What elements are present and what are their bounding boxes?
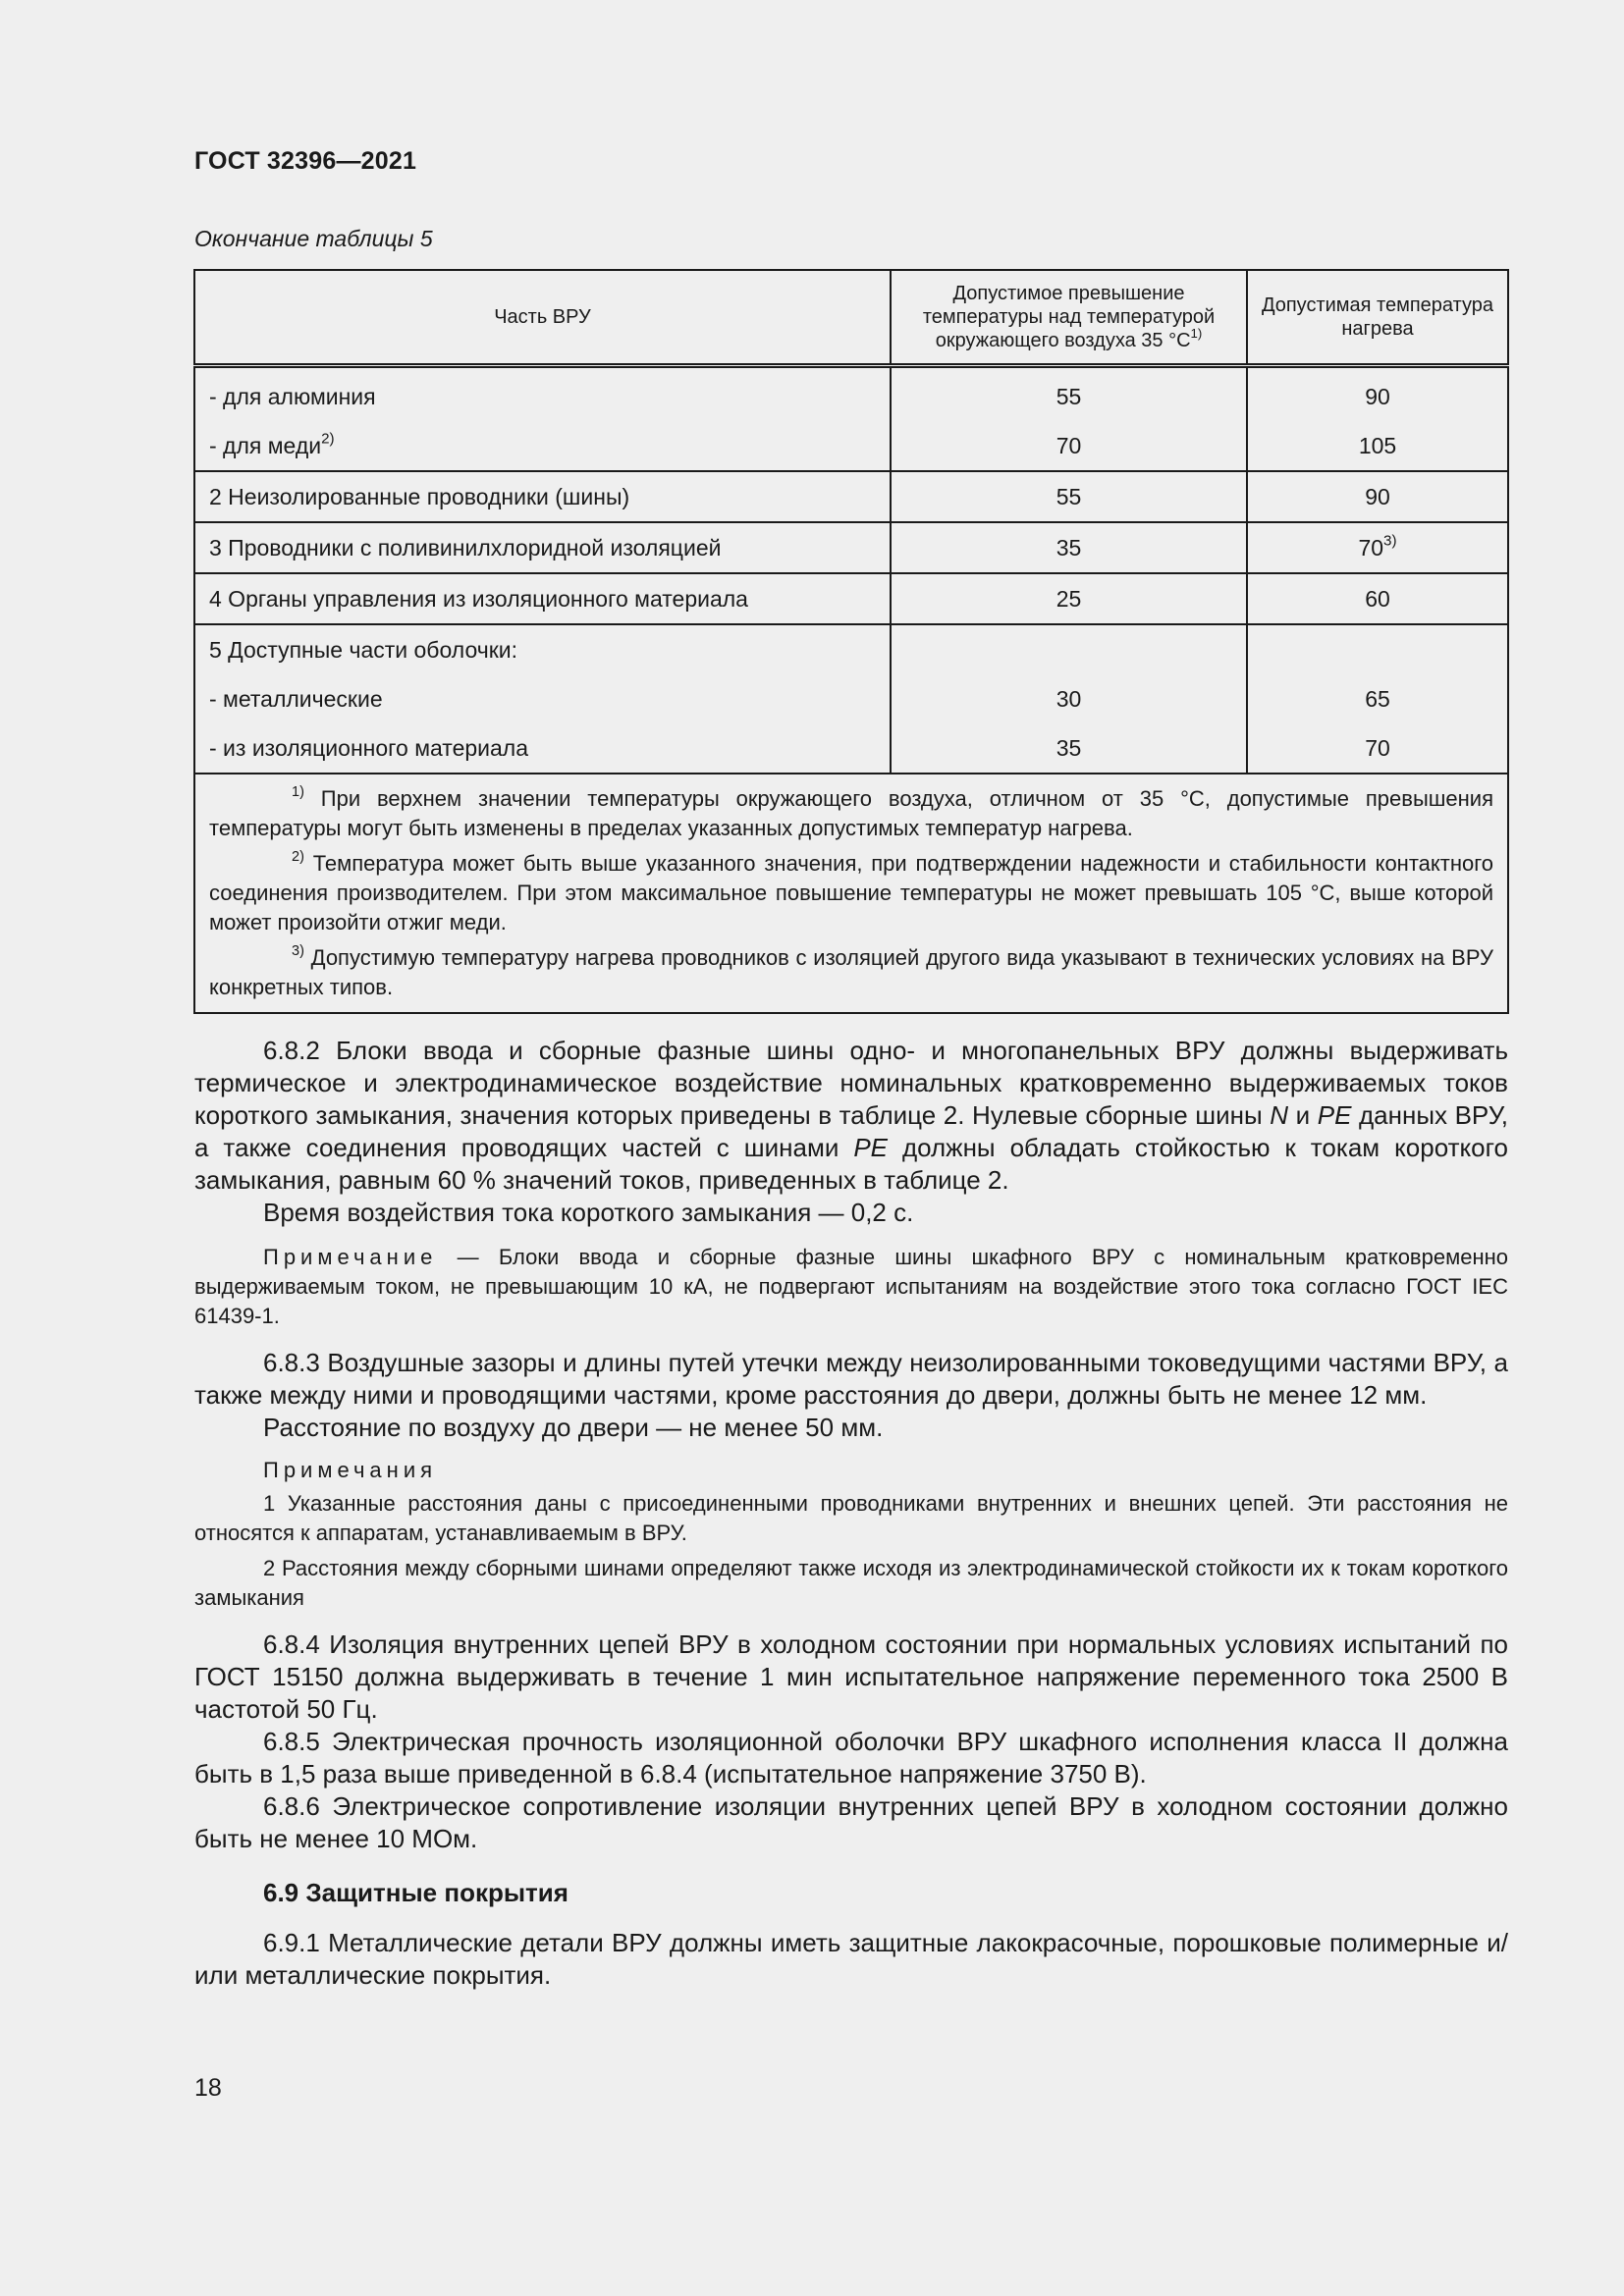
cell-rise: 55	[1056, 484, 1082, 509]
table-footnote-3: $^{3)}$ Допустимую температуру нагрева проводников с изоляцией другого вида указывают в технических условиях на ВРУ конкретных типов.	[209, 942, 1493, 999]
cell-temp: 90	[1365, 384, 1390, 409]
row-label-aluminium: - для алюминия	[209, 384, 376, 409]
col-header-part: Часть ВРУ	[194, 270, 891, 366]
cell-temp: 90	[1365, 484, 1390, 509]
row-label: 4 Органы управления из изоляционного материала	[209, 586, 748, 612]
row-label: 5 Доступные части оболочки:	[209, 637, 518, 663]
row-label-copper: - для меди$^{2)}$	[209, 430, 335, 458]
table-row	[194, 471, 1508, 522]
cell-temp: 105	[1358, 433, 1397, 458]
paragraph-time: Время воздействия тока короткого замыкания — 0,2 с.	[263, 1198, 914, 1227]
table-row	[194, 522, 1508, 573]
document-code: ГОСТ 32396—2021	[194, 147, 417, 175]
table-footnote-2: $^{2)}$ Температура может быть выше указанного значения, при подтверждении надежности и стабильности контактного соединения производителем. При этом максимальное повышение температуры не может превышать 105 °С, выше которой может произойти отжиг меди.	[209, 848, 1493, 934]
row-label: 3 Проводники с поливинилхлоридной изоляцией	[209, 535, 722, 561]
cell-rise: 25	[1056, 586, 1082, 612]
cell-rise: 35	[1056, 535, 1082, 561]
table-footnote-1: $^{1)}$ При верхнем значении температуры окружающего воздуха, отличном от 35 °С, допустимые превышения температуры могут быть изменены в пределах указанных допустимых температур нагрева.	[209, 783, 1493, 840]
table-header-row	[194, 270, 1508, 366]
cell-rise: 55	[1056, 384, 1082, 409]
row-label-insulating: - из изоляционного материала	[209, 735, 529, 761]
main-text	[194, 1035, 1508, 1992]
row-label: 2 Неизолированные проводники (шины)	[209, 484, 630, 509]
table-row	[194, 573, 1508, 624]
paragraph-6-8-2: 6.8.2 Блоки ввода и сборные фазные шины одно- и многопанельных ВРУ должны выдерживать термическое и электродинамическое воздействие номинальных кратковременно выдерживаемых токов короткого замыкания, значения которых приведены в таблице 2. Нулевые сборные шины N и PE данных ВРУ, а также соединения проводящих частей с шинами PE должны обладать стойкостью к токам короткого замыкания, равным 60 % значений токов, приведенных в таблице 2.	[194, 1036, 1508, 1195]
cell-rise: 30	[1056, 686, 1082, 712]
note-b: 2 Расстояния между сборными шинами определяют также исходя из электродинамической стойкости их к токам короткого замыкания	[194, 1556, 1508, 1610]
cell-rise: 70	[1056, 433, 1082, 458]
cell-temp: 70$^{3)}$	[1358, 532, 1397, 561]
col-header-temp: Допустимая температура нагрева	[1247, 270, 1508, 366]
section-heading-6-9: 6.9 Защитные покрытия	[263, 1878, 568, 1907]
paragraph-6-9-1: 6.9.1 Металлические детали ВРУ должны иметь защитные лакокрасочные, порошковые полимерные и/или металлические покрытия.	[194, 1928, 1508, 1990]
col-header-rise: Допустимое превышение температуры над температурой окружающего воздуха 35 $^\circ C^{1)}$	[891, 270, 1247, 366]
paragraph-6-8-5: 6.8.5 Электрическая прочность изоляционной оболочки ВРУ шкафного исполнения класса II должна быть в 1,5 раза выше приведенной в 6.8.4 (испытательное напряжение 3750 В).	[194, 1727, 1508, 1789]
cell-temp: 60	[1365, 586, 1390, 612]
note-a: 1 Указанные расстояния даны с присоединенными проводниками внутренних и внешних цепей. Эти расстояния не относятся к аппаратам, устанавливаемым в ВРУ.	[194, 1491, 1508, 1545]
page-number: 18	[194, 2074, 222, 2102]
cell-rise: 35	[1056, 735, 1082, 761]
row-label-metal: - металлические	[209, 686, 383, 712]
paragraph-6-8-6: 6.8.6 Электрическое сопротивление изоляции внутренних цепей ВРУ в холодном состоянии должно быть не менее 10 МОм.	[194, 1791, 1508, 1853]
paragraph-door: Расстояние по воздуху до двери — не менее 50 мм.	[263, 1413, 884, 1442]
cell-temp: 70	[1365, 735, 1390, 761]
table-row	[194, 366, 1508, 472]
notes-label: Примечания	[263, 1458, 438, 1482]
table-5	[193, 269, 1509, 1014]
table-caption: Окончание таблицы 5	[194, 226, 433, 251]
paragraph-6-8-4: 6.8.4 Изоляция внутренних цепей ВРУ в холодном состоянии при нормальных условиях испытаний по ГОСТ 15150 должна выдерживать в течение 1 мин испытательное напряжение переменного тока 2500 В частотой 50 Гц.	[194, 1629, 1508, 1724]
cell-temp: 65	[1365, 686, 1390, 712]
table-footnotes-row	[194, 774, 1508, 1013]
paragraph-6-8-3: 6.8.3 Воздушные зазоры и длины путей утечки между неизолированными токоведущими частями ВРУ, а также между ними и проводящими частями, кроме расстояния до двери, должны быть не менее 12 мм.	[194, 1348, 1508, 1410]
note-1: Примечание — Блоки ввода и сборные фазные шины шкафного ВРУ с номинальным кратковременно выдерживаемым током, не превышающим 10 кА, не подвергают испытаниям на воздействие этого тока согласно ГОСТ IEC 61439-1.	[194, 1245, 1508, 1328]
table-row	[194, 624, 1508, 774]
